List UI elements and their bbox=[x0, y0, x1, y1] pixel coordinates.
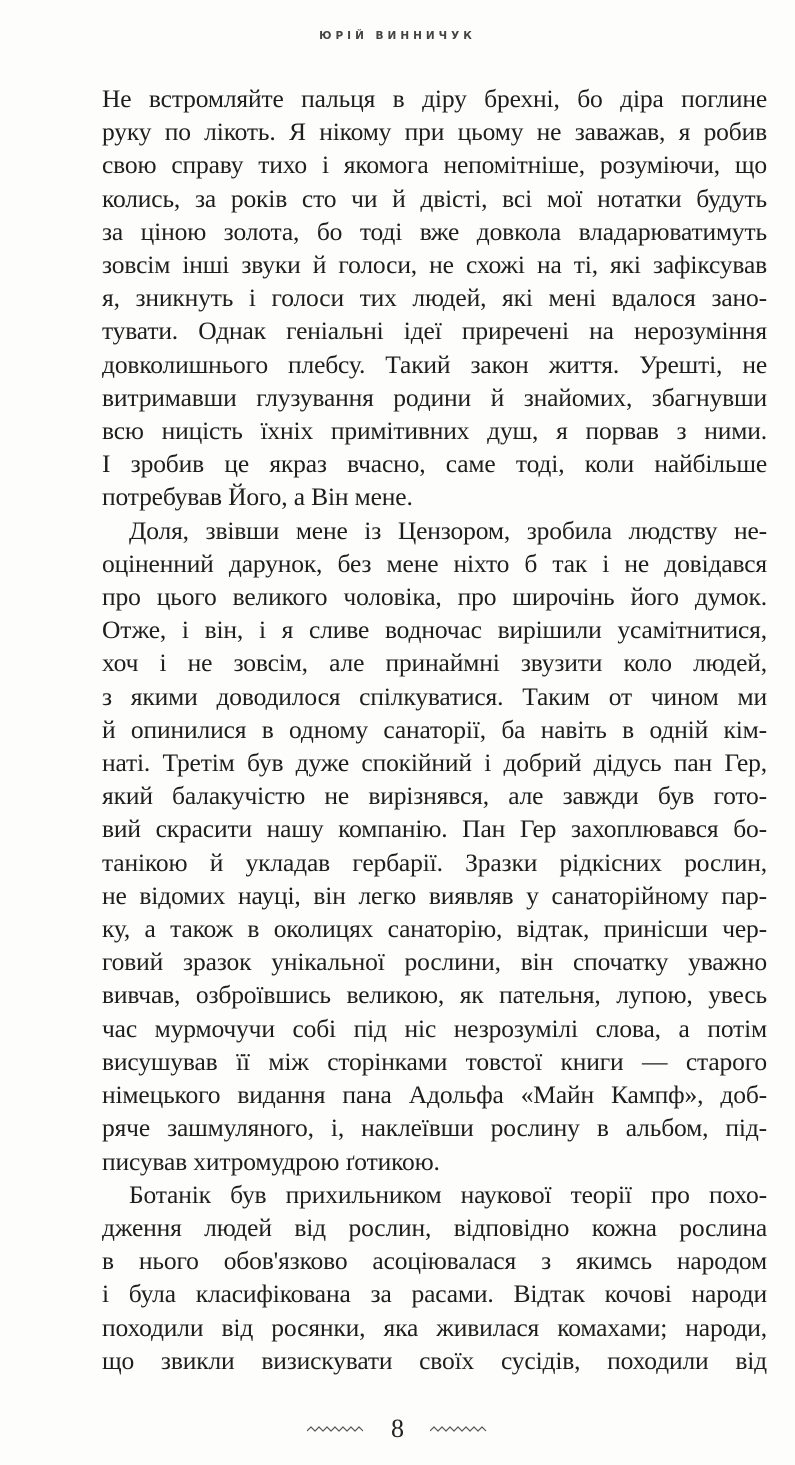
text-line: й опинилися в одному санаторії, ба навіть в одній кім- bbox=[102, 714, 767, 744]
text-line: ку, а також в околицях санаторію, відтак, принісши чер- bbox=[102, 914, 767, 944]
text-line: танікою й укладав гербарії. Зразки рідкісних рослин, bbox=[102, 847, 767, 877]
text-line: ряче зашмуляного, і, наклеївши рослину в альбом, під- bbox=[102, 1113, 767, 1143]
text-line: що звикли визискувати своїх сусідів, походили від bbox=[102, 1345, 767, 1375]
text-line: з якими доводилося спілкуватися. Таким от чином ми bbox=[102, 681, 767, 711]
text-line: за ціною золота, бо тоді вже довкола владарюватимуть bbox=[102, 216, 767, 246]
text-line: потребував Його, а Він мене. bbox=[102, 482, 413, 512]
text-line: Отже, і він, і я сливе водночас вирішили усамітнитися, bbox=[102, 615, 767, 645]
text-line: колись, за років сто чи й двісті, всі мої нотатки будуть bbox=[102, 183, 767, 213]
text-line: наті. Третім був дуже спокійний і добрий дідусь пан Гер, bbox=[102, 748, 767, 778]
page-footer bbox=[0, 1413, 795, 1465]
text-line: я, зникнуть і голоси тих людей, які мені вдалося зано- bbox=[102, 283, 767, 313]
running-head-author: ЮРІЙ ВИННИЧУК bbox=[319, 30, 476, 42]
text-line: довколишнього плебсу. Такий закон життя. Урешті, не bbox=[102, 349, 767, 379]
text-line: який балакучістю не вирізнявся, але завжди був гото- bbox=[102, 781, 767, 811]
text-line: руку по лікоть. Я нікому при цьому не заважав, я робив bbox=[102, 117, 767, 147]
wave-ornament-icon bbox=[430, 1424, 488, 1434]
text-line: І зробив це якраз вчасно, саме тоді, коли найбільше bbox=[102, 449, 767, 479]
paragraph bbox=[102, 82, 767, 514]
text-line: оціненний дарунок, без мене ніхто б так і не довідався bbox=[102, 548, 767, 578]
text-line: Не встромляйте пальця в діру брехні, бо діра поглине bbox=[102, 84, 767, 113]
text-line: походили від росянки, яка живилася комахами; народи, bbox=[102, 1312, 767, 1342]
text-line: не відомих науці, він легко виявляв у санаторійному пар- bbox=[102, 880, 767, 910]
text-line: висушував її між сторінками товстої книги — старого bbox=[102, 1046, 767, 1076]
text-line: зовсім інші звуки й голоси, не схожі на ті, які зафіксував bbox=[102, 250, 767, 280]
paragraph bbox=[102, 514, 767, 1178]
page-body-text bbox=[102, 82, 767, 1377]
text-line: всю ницість їхніх примітивних душ, я порвав з ними. bbox=[102, 416, 767, 446]
text-line: витримавши глузування родини й знайомих, збагнувши bbox=[102, 382, 767, 412]
text-line: хоч і не зовсім, але принаймні звузити коло людей, bbox=[102, 648, 767, 678]
text-line: німецького видання пана Адольфа «Майн Кампф», доб- bbox=[102, 1080, 767, 1110]
text-line: про цього великого чоловіка, про широчінь його думок. bbox=[102, 582, 767, 612]
text-line: і була класифікована за расами. Відтак кочові народи bbox=[102, 1279, 767, 1309]
page-number: 8 bbox=[391, 1413, 404, 1443]
text-line: Ботанік був прихильником наукової теорії про похо- bbox=[129, 1179, 767, 1209]
text-line: тувати. Однак геніальні ідеї приречені на нерозуміння bbox=[102, 316, 767, 346]
text-line: вий скрасити нашу компанію. Пан Гер захоплювався бо- bbox=[102, 814, 767, 844]
text-line: писував хитромудрою ґотикою. bbox=[102, 1146, 440, 1176]
text-line: Доля, звівши мене із Цензором, зробила людству не- bbox=[129, 515, 767, 545]
paragraph bbox=[102, 1178, 767, 1377]
wave-ornament-icon bbox=[307, 1424, 365, 1434]
text-line: говий зразок унікальної рослини, він спочатку уважно bbox=[102, 947, 767, 977]
text-line: в нього обов'язково асоціювалася з якимсь народом bbox=[102, 1246, 767, 1276]
text-line: час мурмочучи собі під ніс незрозумілі слова, а потім bbox=[102, 1013, 767, 1043]
text-line: дження людей від рослин, відповідно кожна рослина bbox=[102, 1212, 767, 1242]
text-line: вивчав, озброївшись великою, як пательня, лупою, увесь bbox=[102, 980, 767, 1010]
text-line: свою справу тихо і якомога непомітніше, розуміючи, що bbox=[102, 150, 767, 180]
